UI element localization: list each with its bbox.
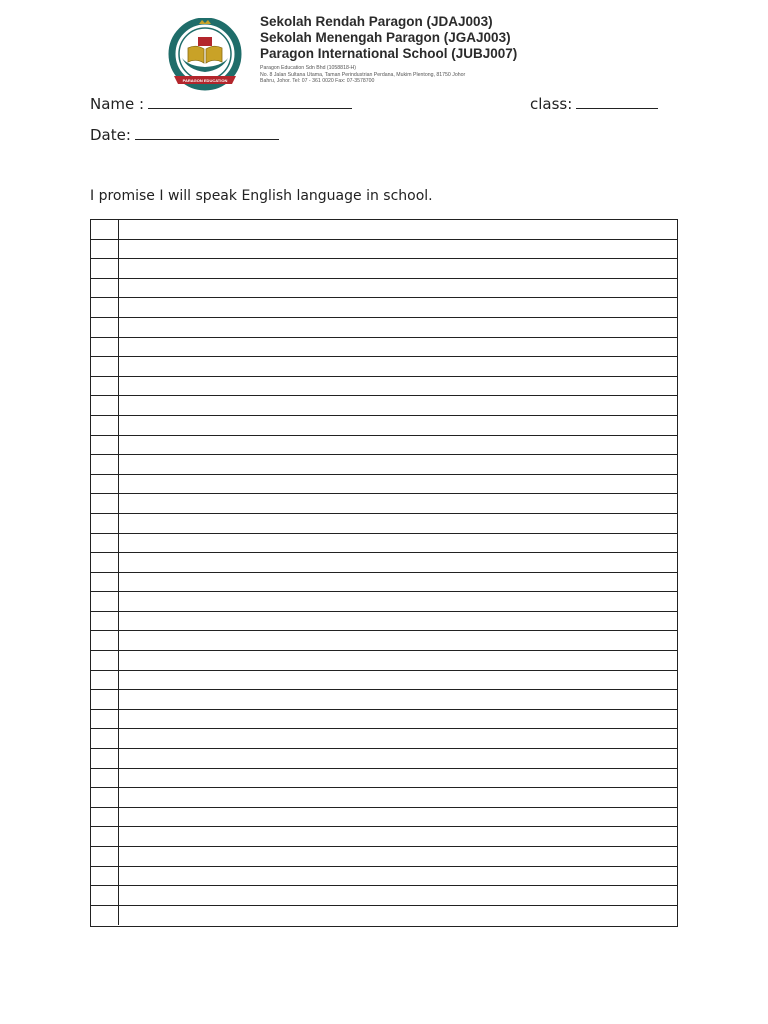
table-row: [91, 886, 677, 906]
row-writing-cell[interactable]: [119, 671, 677, 690]
table-row: [91, 788, 677, 808]
row-writing-cell[interactable]: [119, 827, 677, 846]
table-row: [91, 671, 677, 691]
row-number-cell[interactable]: [91, 769, 119, 788]
table-row: [91, 808, 677, 828]
row-number-cell[interactable]: [91, 494, 119, 513]
row-writing-cell[interactable]: [119, 788, 677, 807]
school-name-international: Paragon International School (JUBJ007): [260, 46, 518, 61]
name-label: Name :: [90, 95, 145, 113]
row-number-cell[interactable]: [91, 729, 119, 748]
row-writing-cell[interactable]: [119, 729, 677, 748]
promise-sentence: I promise I will speak English language in school.: [90, 188, 433, 204]
table-row: [91, 475, 677, 495]
row-number-cell[interactable]: [91, 808, 119, 827]
row-writing-cell[interactable]: [119, 220, 677, 239]
table-row: [91, 318, 677, 338]
table-row: [91, 396, 677, 416]
row-number-cell[interactable]: [91, 279, 119, 298]
row-writing-cell[interactable]: [119, 867, 677, 886]
table-row: [91, 534, 677, 554]
row-writing-cell[interactable]: [119, 534, 677, 553]
table-row: [91, 357, 677, 377]
table-row: [91, 377, 677, 397]
table-row: [91, 867, 677, 887]
date-field: [90, 125, 279, 144]
row-number-cell[interactable]: [91, 298, 119, 317]
class-field: [530, 94, 658, 113]
table-row: [91, 573, 677, 593]
table-row: [91, 553, 677, 573]
row-writing-cell[interactable]: [119, 318, 677, 337]
address-line-1: No. 8 Jalan Sultana Utama, Taman Perindustrian Perdana, Mukim Plentong, 81750 Johor: [260, 71, 466, 78]
school-logo-icon: [166, 18, 244, 94]
row-writing-cell[interactable]: [119, 631, 677, 650]
row-writing-cell[interactable]: [119, 455, 677, 474]
class-label: class:: [530, 95, 573, 113]
table-row: [91, 847, 677, 867]
address-line-2: Bahru, Johor. Tel: 07 - 361 0020 Fax: 07-3578700: [260, 78, 375, 84]
row-number-cell[interactable]: [91, 514, 119, 533]
row-number-cell[interactable]: [91, 749, 119, 768]
table-row: [91, 279, 677, 299]
row-number-cell[interactable]: [91, 671, 119, 690]
row-number-cell[interactable]: [91, 553, 119, 572]
row-writing-cell[interactable]: [119, 847, 677, 866]
table-row: [91, 710, 677, 730]
row-number-cell[interactable]: [91, 651, 119, 670]
table-row: [91, 729, 677, 749]
row-number-cell[interactable]: [91, 377, 119, 396]
row-writing-cell[interactable]: [119, 612, 677, 631]
table-row: [91, 259, 677, 279]
row-number-cell[interactable]: [91, 240, 119, 259]
row-writing-cell[interactable]: [119, 357, 677, 376]
row-number-cell[interactable]: [91, 396, 119, 415]
row-writing-cell[interactable]: [119, 259, 677, 278]
table-row: [91, 220, 677, 240]
row-writing-cell[interactable]: [119, 690, 677, 709]
row-writing-cell[interactable]: [119, 592, 677, 611]
row-writing-cell[interactable]: [119, 396, 677, 415]
row-number-cell[interactable]: [91, 827, 119, 846]
row-number-cell[interactable]: [91, 906, 119, 926]
table-row: [91, 690, 677, 710]
company-line: Paragon Education Sdn Bhd (1058818-H): [260, 65, 357, 71]
row-number-cell[interactable]: [91, 612, 119, 631]
row-writing-cell[interactable]: [119, 240, 677, 259]
row-writing-cell[interactable]: [119, 808, 677, 827]
row-writing-cell[interactable]: [119, 377, 677, 396]
row-writing-cell[interactable]: [119, 494, 677, 513]
row-writing-cell[interactable]: [119, 514, 677, 533]
row-writing-cell[interactable]: [119, 416, 677, 435]
table-row: [91, 749, 677, 769]
row-number-cell[interactable]: [91, 867, 119, 886]
table-row: [91, 494, 677, 514]
row-number-cell[interactable]: [91, 318, 119, 337]
logo-ribbon-text: PARAGON EDUCATION: [182, 78, 228, 83]
row-writing-cell[interactable]: [119, 749, 677, 768]
row-writing-cell[interactable]: [119, 886, 677, 905]
school-name-primary: Sekolah Rendah Paragon (JDAJ003): [260, 14, 493, 29]
row-writing-cell[interactable]: [119, 553, 677, 572]
table-row: [91, 592, 677, 612]
row-writing-cell[interactable]: [119, 651, 677, 670]
table-row: [91, 906, 677, 926]
school-info: [260, 14, 590, 85]
row-writing-cell[interactable]: [119, 279, 677, 298]
row-number-cell[interactable]: [91, 475, 119, 494]
row-writing-cell[interactable]: [119, 573, 677, 592]
row-number-cell[interactable]: [91, 573, 119, 592]
row-number-cell[interactable]: [91, 592, 119, 611]
row-number-cell[interactable]: [91, 690, 119, 709]
table-row: [91, 651, 677, 671]
row-number-cell[interactable]: [91, 416, 119, 435]
row-writing-cell[interactable]: [119, 338, 677, 357]
school-name-secondary: Sekolah Menengah Paragon (JGAJ003): [260, 30, 511, 45]
row-number-cell[interactable]: [91, 847, 119, 866]
date-label: Date:: [90, 126, 131, 144]
row-number-cell[interactable]: [91, 220, 119, 239]
table-row: [91, 612, 677, 632]
table-row: [91, 827, 677, 847]
row-writing-cell[interactable]: [119, 475, 677, 494]
row-number-cell[interactable]: [91, 886, 119, 905]
row-writing-cell[interactable]: [119, 436, 677, 455]
row-writing-cell[interactable]: [119, 710, 677, 729]
name-blank-line[interactable]: [148, 94, 352, 109]
table-row: [91, 298, 677, 318]
row-number-cell[interactable]: [91, 631, 119, 650]
table-row: [91, 631, 677, 651]
name-field: [90, 94, 352, 113]
row-number-cell[interactable]: [91, 788, 119, 807]
class-blank-line[interactable]: [576, 94, 658, 109]
row-writing-cell[interactable]: [119, 906, 677, 926]
table-row: [91, 240, 677, 260]
table-row: [91, 416, 677, 436]
row-number-cell[interactable]: [91, 436, 119, 455]
row-writing-cell[interactable]: [119, 298, 677, 317]
table-row: [91, 769, 677, 789]
row-number-cell[interactable]: [91, 710, 119, 729]
row-number-cell[interactable]: [91, 259, 119, 278]
table-row: [91, 436, 677, 456]
row-number-cell[interactable]: [91, 338, 119, 357]
row-number-cell[interactable]: [91, 455, 119, 474]
row-number-cell[interactable]: [91, 534, 119, 553]
date-blank-line[interactable]: [135, 125, 279, 140]
letterhead: [166, 14, 586, 84]
table-row: [91, 455, 677, 475]
table-row: [91, 338, 677, 358]
row-writing-cell[interactable]: [119, 769, 677, 788]
table-row: [91, 514, 677, 534]
row-number-cell[interactable]: [91, 357, 119, 376]
writing-grid: [90, 219, 678, 927]
